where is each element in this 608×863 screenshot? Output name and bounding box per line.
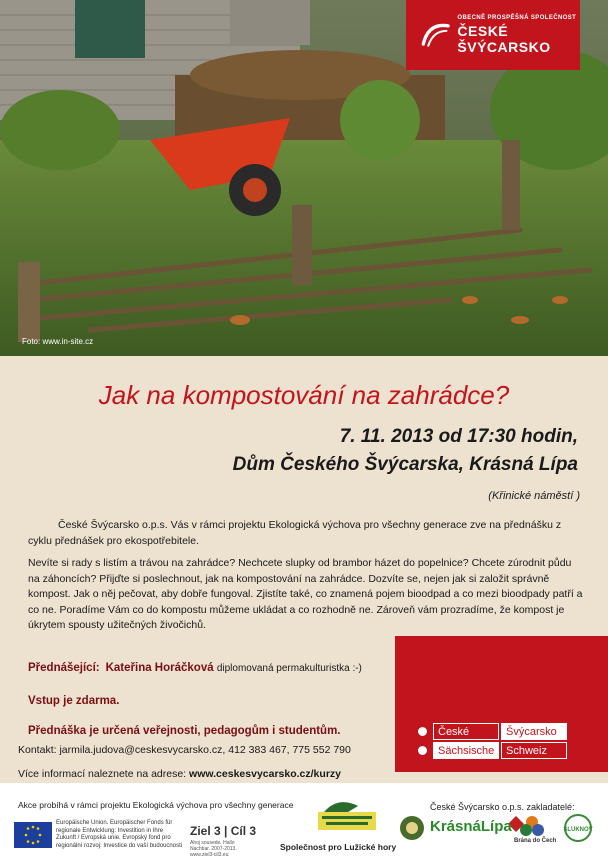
brana-do-cech-logo: Brána do Čech — [514, 838, 557, 844]
organization-logo[interactable] — [406, 0, 580, 70]
ziel3-subtext: Ahoj sousede. Hallo Nachbar. 2007-2013. www.ziel3-cil3.eu — [190, 840, 237, 858]
eu-flag-icon — [14, 822, 52, 848]
logo-saechsische: Sächsische — [433, 742, 499, 759]
speaker-name: Kateřina Horáčková — [105, 662, 214, 674]
audience-line: Přednáška je určená veřejnosti, pedagogům i studentům. — [28, 725, 341, 737]
more-info-label: Více informací naleznete na adrese: — [18, 768, 187, 780]
logo-tagline: OBECNĚ PROSPĚŠNÁ SPOLEČNOST — [457, 14, 577, 21]
more-info-link[interactable]: www.ceskesvycarsko.cz/kurzy — [189, 768, 341, 780]
logo-svycarsko: Švýcarsko — [501, 723, 567, 740]
logo-schweiz: Schweiz — [501, 742, 567, 759]
event-date: 7. 11. 2013 od 17:30 hodin, — [339, 426, 578, 447]
logo-ceske: České — [433, 723, 499, 740]
description-paragraph: Nevíte si rady s listím a trávou na zahrádce? Nechcete slupky od brambor házet do popelnice? Chcete zúrodnit půdu na záhoncích? Přijďte si poslechnout, jak na kompostování na zahrádce. Dozvíte se, nejen jak si založit správně kompost. Jak o něj pečovat, aby dobře fungoval. Zjistíte také, co znamená pojem bioodpad a co mezi bioodpady patří a co ne. Poradíme Vám co do kompostu můžeme ukládat a co rozhodně ne. Zároveň vám prozradíme, že kompost je úkrytem spousty užitečných živočichů. — [28, 557, 583, 631]
logo-name: ČESKÉ ŠVÝCARSKO — [457, 22, 551, 55]
free-entry: Vstup je zdarma. — [28, 695, 120, 707]
photo-credit: Foto: www.in-site.cz — [22, 337, 94, 346]
speaker-role: diplomovaná permakulturistka :-) — [216, 663, 362, 674]
ceske-saechsische-logo — [418, 722, 568, 760]
dot-icon — [418, 727, 427, 736]
speaker-label: Přednášející: — [28, 662, 100, 674]
eu-fund-text: Europäische Union. Europäischer Fonds für regionale Entwicklung: Investition in Ihre Zukunft / Evropská unie. Evropský fond pro regionální rozvoj: Investice do vaší budoucnosti — [56, 820, 183, 849]
project-note: Akce probíhá v rámci projektu Ekologická výchova pro všechny generace — [18, 800, 294, 810]
more-info-line — [18, 768, 341, 780]
svg-text:ŠLUKNOV: ŠLUKNOV — [563, 827, 593, 833]
naturschutzzentrum-logo — [318, 798, 376, 830]
krasna-lipa-logo: KrásnáLípa — [430, 818, 512, 835]
arc-logo-icon — [420, 16, 451, 54]
founders-note: České Švýcarsko o.p.s. zakladatelé: — [430, 802, 575, 812]
speaker-line — [28, 662, 362, 674]
dot-icon — [418, 746, 427, 755]
intro-paragraph: České Švýcarsko o.p.s. Vás v rámci projektu Ekologická výchova pro všechny generace zve na přednášku z cyklu přednášek pro ekospotřebitele. — [28, 519, 562, 547]
event-title: Jak na kompostování na zahrádce? — [98, 380, 510, 410]
event-square: (Křinické náměstí ) — [488, 490, 580, 502]
event-place: Dům Českého Švýcarska, Krásná Lípa — [232, 454, 578, 475]
contact-line[interactable]: Kontakt: jarmila.judova@ceskesvycarsko.cz, 412 383 467, 775 552 790 — [18, 744, 351, 756]
ziel3-logo: Ziel 3 | Cíl 3 — [190, 824, 257, 838]
luzicke-hory-caption: Společnost pro Lužické hory — [280, 842, 397, 852]
